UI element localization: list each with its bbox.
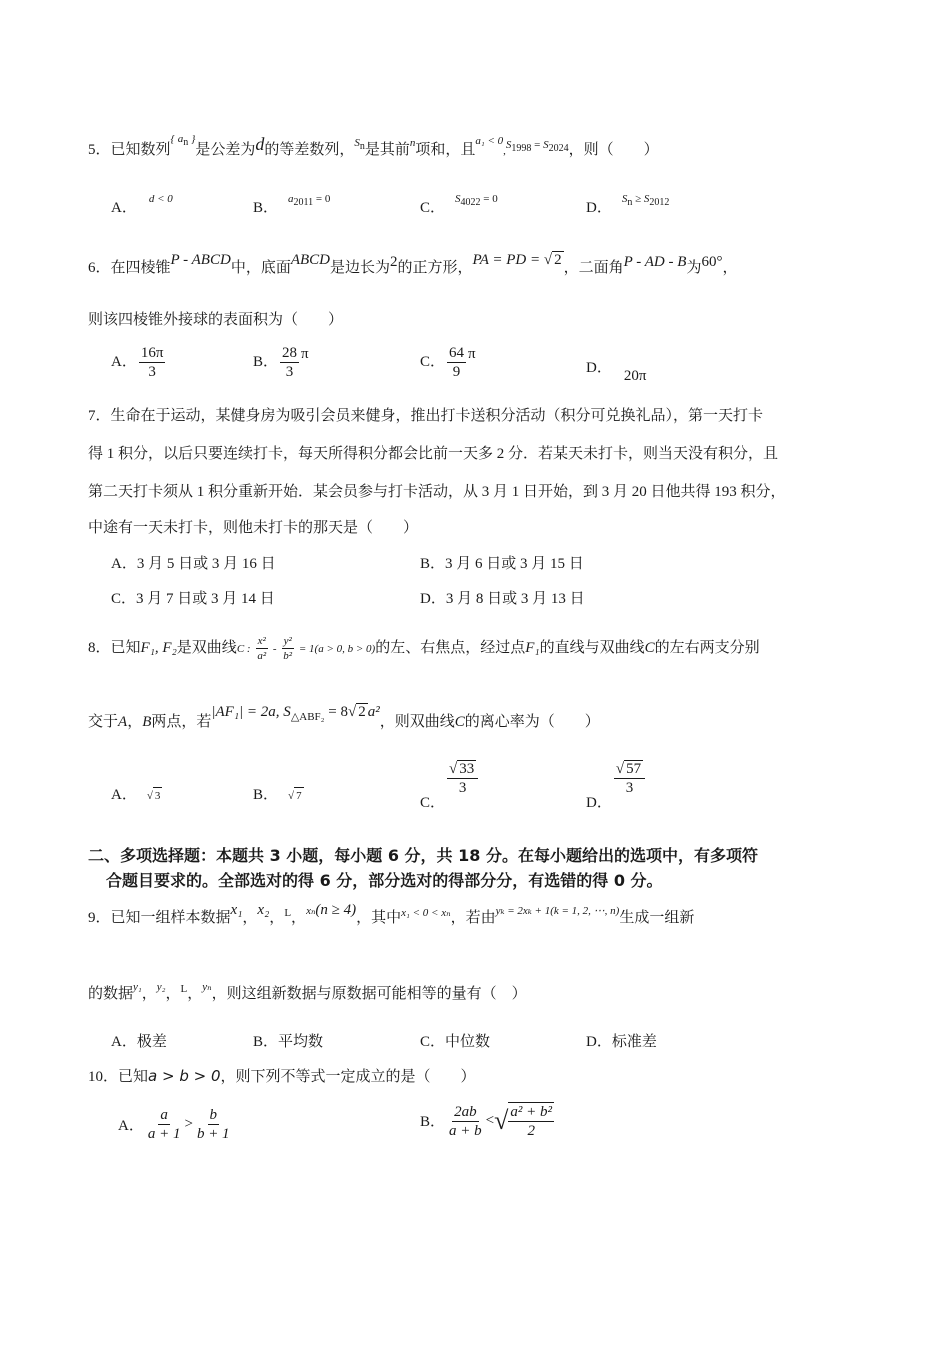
q9-option-b[interactable]: B．平均数 <box>253 1034 324 1050</box>
q8-option-c[interactable]: C． $\frac{√ 33}{3}$ <box>420 760 480 797</box>
q8-stem: 8．已知F₁, F₂是双曲线C : $\frac{\text{x²}}{\text{a²}}$ - $\frac{\text{y²}}{\text{b²}}$ = 1(a > 0, b > 0)的左、右焦点，经过点F₁的直线与双曲线C的左右两支分别 <box>88 635 760 663</box>
q6-stem: 6．在四棱锥P - ABCD中，底面ABCD是边长为2的正方形，PA = PD = √ 2 ，二面角P - AD - B为60°， <box>88 252 738 276</box>
q10-stem: 10．已知a > b > 0，则下列不等式一定成立的是（ ） <box>88 1067 476 1085</box>
q5-option-d[interactable]: D．$^{S_n \ge S_{2012}}$ <box>586 193 670 216</box>
section2-heading-line1: 二、多项选择题：本题共 3 小题，每小题 6 分，共 18 分。在每小题给出的选项中，有多项符 <box>88 846 758 865</box>
q9-stem: 9．已知一组样本数据x₁，x₂，$^L$，$^{x_n}$(n ≥ 4)，其中$^{x_1 < 0 < x_n}$，若由$^{y_k = 2x_k + 1(k = 1, 2, \cdots, n)}$生成一组新 <box>88 902 695 926</box>
q5-option-a[interactable]: A．$^{d < 0}$ <box>111 193 173 216</box>
q8-option-a[interactable]: A． √ 3 <box>111 787 161 803</box>
q5-stem: 5．已知数列$^{\{ a_n \}}$是公差为d的等差数列，$^{S_n}$是其前$^n$项和，且$^{a_1 < 0}$,$^{S_{1998} = S_{2024}}$，则（ ） <box>88 133 659 158</box>
q6-option-b[interactable]: B． $\frac{28}{3}$ π <box>253 345 309 380</box>
q9-option-d[interactable]: D．标准差 <box>586 1034 657 1050</box>
q7-line3: 第二天打卡须从 1 积分重新开始．某会员参与打卡活动，从 3 月 1 日开始，到 3 月 20 日他共得 193 积分， <box>88 484 786 500</box>
q7-line4: 中途有一天未打卡，则他未打卡的那天是（ ） <box>88 520 419 536</box>
q5-option-c[interactable]: C．$^{S_{4022} = 0}$ <box>420 193 498 216</box>
q7-option-a[interactable]: A．3 月 5 日或 3 月 16 日 <box>111 556 276 572</box>
q7-option-c[interactable]: C．3 月 7 日或 3 月 14 日 <box>111 591 275 607</box>
q6-option-a[interactable]: A． $\frac{16\pi}{3}$ <box>111 345 164 380</box>
q6-option-c[interactable]: C． $\frac{64}{9}$ π <box>420 345 476 380</box>
q7-option-d[interactable]: D．3 月 8 日或 3 月 13 日 <box>420 591 585 607</box>
q9-option-c[interactable]: C．中位数 <box>420 1034 491 1050</box>
q10-option-b[interactable]: B． $\frac{2ab}{a + b}$ <√ $\frac{\text{a² + b²}}{2}$ <box>420 1103 553 1139</box>
q5-option-b[interactable]: B．$^{a_{2011} = 0}$ <box>253 193 331 216</box>
q9-option-a[interactable]: A．极差 <box>111 1034 167 1050</box>
q7-line2: 得 1 积分，以后只要连续打卡，每天所得积分都会比前一天多 2 分．若某天未打卡，则当天没有积分，且 <box>88 446 779 462</box>
q7-line1: 7．生命在于运动，某健身房为吸引会员来健身，推出打卡送积分活动（积分可兑换礼品），第一天打卡 <box>88 408 764 424</box>
q8-option-d[interactable]: D． $\frac{√ 57}{3}$ <box>586 760 647 797</box>
q8-option-b[interactable]: B． √ 7 <box>253 787 302 803</box>
q10-option-a[interactable]: A． $\frac{a}{a + 1}$ > $\frac{b}{b + 1}$ <box>118 1107 230 1142</box>
section2-heading-line2: 合题目要求的。全部选对的得 6 分，部分选对的得部分分，有选错的得 0 分。 <box>106 871 663 890</box>
q9-stem-line2: 的数据$^{y_1}$，$^{y_2}$，$^L$，$^{y_n}$，则这组新数据与原数据可能相等的量有（ ） <box>88 981 527 1002</box>
q7-option-b[interactable]: B．3 月 6 日或 3 月 15 日 <box>420 556 584 572</box>
q6-stem-line2: 则该四棱锥外接球的表面积为（ ） <box>88 312 344 328</box>
q8-stem-line2: 交于A，B两点，若|AF₁| = 2a, $S_{\triangle ABF_2} = 8√$ 2 a²，则双曲线C的离心率为（ ） <box>88 704 600 730</box>
q6-option-d[interactable]: D． 20π <box>586 360 647 384</box>
